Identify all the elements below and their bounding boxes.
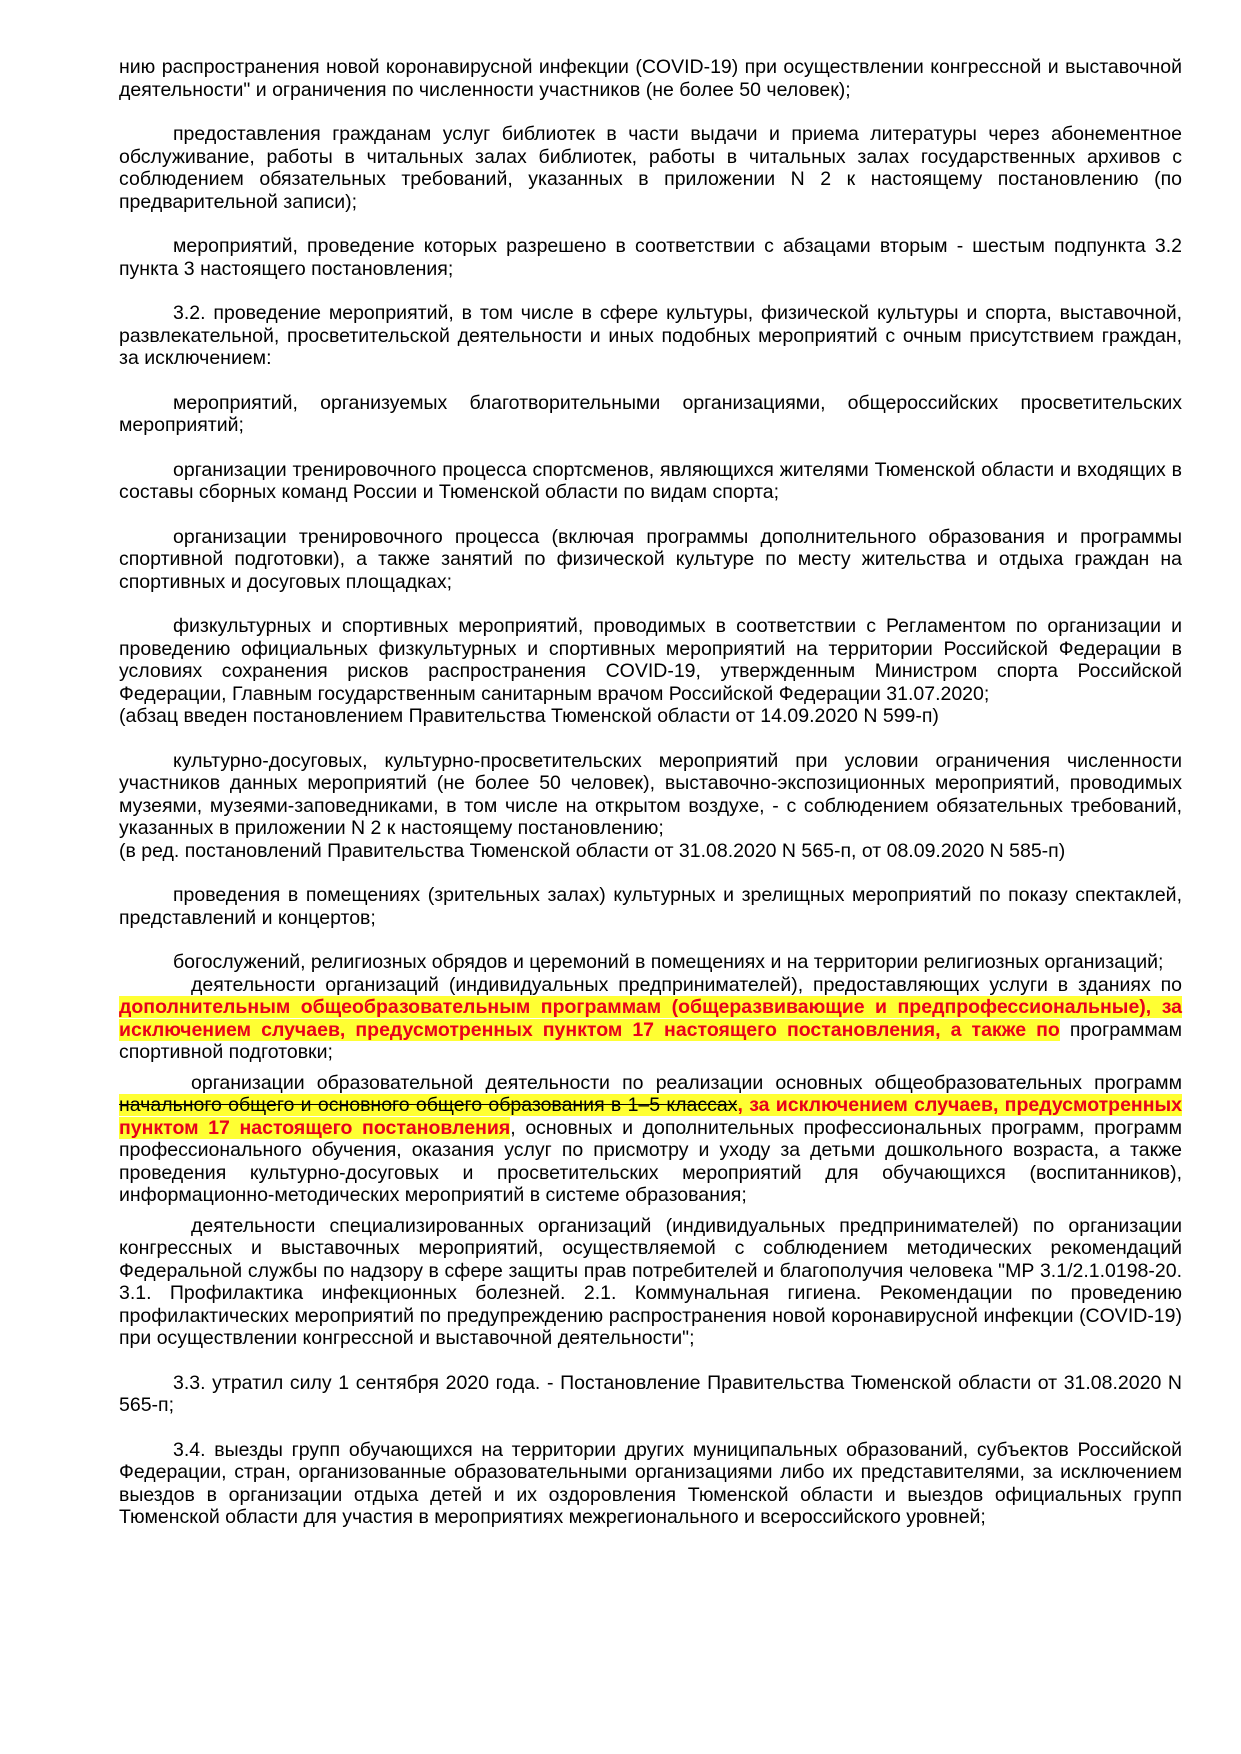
paragraph-3-3: 3.3. утратил силу 1 сентября 2020 года. - Постановление Правительства Тюменской области от 31.08.2020 N 565-п; bbox=[119, 1371, 1182, 1416]
paragraph-cultural-events: культурно-досуговых, культурно-просветительских мероприятий при условии ограничения численности участников данных мероприятий (не более 50 человек), выставочно-экспозиционных мероприятий, проводимых музеями, музеями-заповедниками, в том числе на открытом воздухе, - с соблюдением обязательных требований, указанных в приложении N 2 к настоящему постановлению; bbox=[119, 749, 1182, 839]
paragraph-continuation: нию распространения новой коронавирусной инфекции (COVID-19) при осуществлении конгрессной и выставочной деятельности" и ограничения по численности участников (не более 50 человек); bbox=[119, 56, 1182, 101]
highlighted-text: дополнительным общеобразовательным программам (общеразвивающие и предпрофессиональные), за исключением случаев, предусмотренных пунктом 17 настоящего постановления, а также по bbox=[119, 996, 1182, 1041]
paragraph-charity-events: мероприятий, организуемых благотворительными организациями, общероссийских просветительских мероприятий; bbox=[119, 391, 1182, 436]
paragraph-congress-organizations: деятельности специализированных организаций (индивидуальных предпринимателей) по организации конгрессных и выставочных мероприятий, осуществляемой с соблюдением методических рекомендаций Федеральной службы по надзору в сфере защиты прав потребителей и благополучия человека "МР 3.1/2.1.0198-20. 3.1. Профилактика инфекционных болезней. 2.1. Коммунальная гигиена. Рекомендации по проведению профилактических мероприятий по предупреждению распространения новой коронавирусной инфекции (COVID-19) при осуществлении конгрессной и выставочной деятельности"; bbox=[119, 1214, 1182, 1349]
document-page bbox=[119, 56, 1182, 1529]
paragraph-libraries: предоставления гражданам услуг библиотек в части выдачи и приема литературы через абонементное обслуживание, работы в читальных залах библиотек, работы в читальных залах государственных архивов с соблюдением обязательных требований, указанных в приложении N 2 к настоящему постановлению (по предварительной записи); bbox=[119, 123, 1182, 213]
paragraph-additional-education bbox=[119, 974, 1182, 1064]
paragraph-worship: богослужений, религиозных обрядов и церемоний в помещениях и на территории религиозных организаций; bbox=[173, 951, 1164, 973]
paragraph-training-process: организации тренировочного процесса (включая программы дополнительного образования и программы спортивной подготовки), а также занятий по физической культуре по месту жительства и отдыха граждан на спортивных и досуговых площадках; bbox=[119, 525, 1182, 593]
struck-highlighted-text: начального общего и основного общего образования в 1–5 классах bbox=[119, 1094, 738, 1116]
text-span: программам спортивной подготовки; bbox=[119, 1018, 1182, 1063]
paragraph-3-2: 3.2. проведение мероприятий, в том числе в сфере культуры, физической культуры и спорта, выставочной, развлекательной, просветительской деятельности и иных подобных мероприятий с очным присутствием граждан, за исключением: bbox=[119, 302, 1182, 369]
paragraph-theaters: проведения в помещениях (зрительных залах) культурных и зрелищных мероприятий по показу спектаклей, представлений и концертов; bbox=[119, 884, 1182, 929]
text-span: , основных и дополнительных профессиональных программ, программ профессионального обучения, оказания услуг по присмотру и уходу за детьми дошкольного возраста, а также проведения культурно-досуговых и просветительских мероприятий для обучающихся (воспитанников), информационно-методических мероприятий в системе образования; bbox=[119, 1116, 1182, 1206]
paragraph-permitted-events: мероприятий, проведение которых разрешено в соответствии с абзацами вторым - шестым подпункта 3.2 пункта 3 настоящего постановления; bbox=[119, 235, 1182, 280]
paragraph-sports-events: физкультурных и спортивных мероприятий, проводимых в соответствии с Регламентом по организации и проведению официальных физкультурных и спортивных мероприятий на территории Российской Федерации в условиях сохранения рисков распространения COVID-19, утвержденным Министром спорта Российской Федерации, Главным государственным санитарным врачом Российской Федерации 31.07.2020; bbox=[119, 615, 1182, 705]
text-span: деятельности организаций (индивидуальных предпринимателей), предоставляющих услуги в зданиях по bbox=[191, 973, 1182, 996]
paragraph-3-4: 3.4. выезды групп обучающихся на территории других муниципальных образований, субъектов Российской Федерации, стран, организованные образовательными организациями либо их представителями, за исключением выездов в организации отдыха детей и их оздоровления Тюменской области и выездов официальных групп Тюменской области для участия в мероприятиях межрегионального и всероссийского уровней; bbox=[119, 1438, 1182, 1528]
paragraph-athletes-training: организации тренировочного процесса спортсменов, являющихся жителями Тюменской области и входящих в составы сборных команд России и Тюменской области по видам спорта; bbox=[119, 458, 1182, 503]
highlighted-text: , за исключением случаев, предусмотренных пунктом 17 настоящего постановления bbox=[119, 1094, 1182, 1139]
text-span: организации образовательной деятельности по реализации основных общеобразовательных программ bbox=[191, 1071, 1182, 1094]
paragraph-educational-activity bbox=[119, 1072, 1182, 1207]
amendment-note: (абзац введен постановлением Правительства Тюменской области от 14.09.2020 N 599-п) bbox=[119, 705, 939, 727]
amendment-note: (в ред. постановлений Правительства Тюменской области от 31.08.2020 N 565-п, от 08.09.2020 N 585-п) bbox=[119, 839, 1066, 862]
